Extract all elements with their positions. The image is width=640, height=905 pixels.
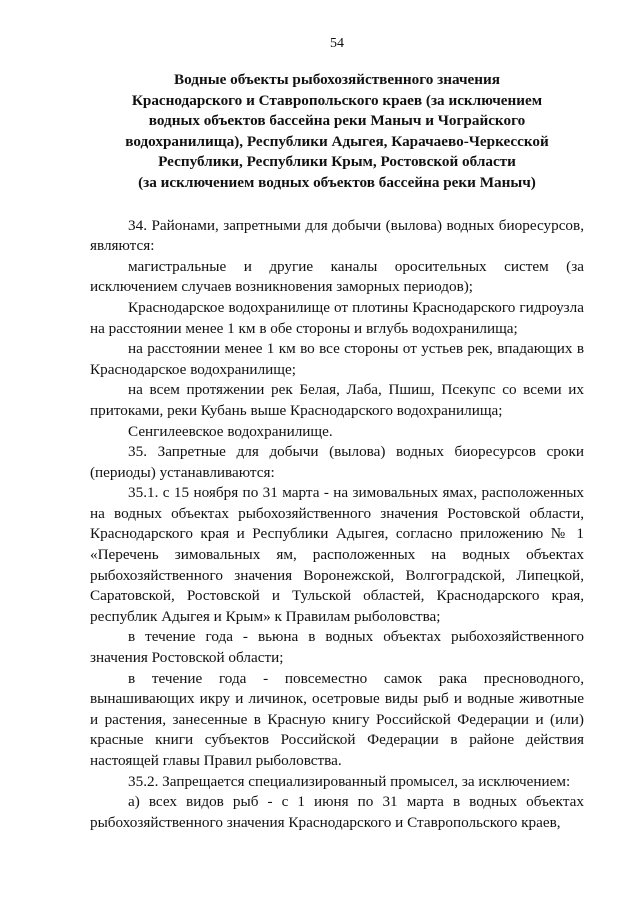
heading-line: (за исключением водных объектов бассейна реки Маныч)	[138, 173, 536, 191]
paragraph-river-mouths: на расстоянии менее 1 км во все стороны от устьев рек, впадающих в Краснодарское водохранилище;	[90, 340, 584, 378]
paragraph-loach: в течение года - вьюна в водных объектах рыбохозяйственного значения Ростовской области;	[90, 628, 584, 667]
paragraph-35-2: 35.2. Запрещается специализированный промысел, за исключением:	[128, 772, 571, 790]
document-body	[90, 216, 584, 834]
paragraph-35-2-a: а) всех видов рыб - с 1 июня по 31 марта в водных объектах рыбохозяйственного значения Краснодарского и Ставропольского краев,	[90, 793, 584, 831]
heading-line: Республики, Республики Крым, Ростовской области	[158, 153, 516, 171]
paragraph-canals: магистральные и другие каналы оросительных систем (за исключением случаев возникновения заморных периодов);	[90, 257, 584, 296]
paragraph-35-1: 35.1. с 15 ноября по 31 марта - на зимовальных ямах, расположенных на водных объектах рыбохозяйственного значения Ростовской области, Краснодарского края и Республики Адыгея, согласно приложению № 1 «Перечень зимовальных ям, расположенных на водных объектах рыбохозяйственного значения Воронежской, Волгоградской, Липецкой, Саратовской, Ростовской и Тульской областей, Краснодарского края, республик Адыгея и Крым» к Правилам рыболовства;	[90, 484, 584, 625]
paragraph-rivers: на всем протяжении рек Белая, Лаба, Пшиш, Псекупс со всеми их притоками, реки Кубань выше Краснодарского водохранилища;	[90, 381, 584, 419]
paragraph-34: 34. Районами, запретными для добычи (вылова) водных биоресурсов, являются:	[90, 216, 584, 255]
heading-line: водохранилища), Республики Адыгея, Карачаево-Черкесской	[125, 132, 549, 150]
heading-line: Краснодарского и Ставропольского краев (за исключением	[131, 91, 543, 109]
heading-line: Водные объекты рыбохозяйственного значения	[174, 71, 500, 88]
section-heading	[90, 70, 584, 194]
paragraph-crayfish: в течение года - повсеместно самок рака пресноводного, вынашивающих икру и личинок, осетровые виды рыб и водные животные и растения, занесенные в Красную книгу Российской Федерации и (или) красные книги субъектов Российской Федерации в районе действия настоящей главы Правил рыболовства.	[90, 669, 584, 769]
heading-line: водных объектов бассейна реки Маныч и Чограйского	[148, 112, 526, 130]
paragraph-krasnodar-reservoir: Краснодарское водохранилище от плотины Краснодарского гидроузла на расстоянии менее 1 км в обе стороны и вглубь водохранилища;	[90, 298, 584, 337]
paragraph-35: 35. Запретные для добычи (вылова) водных биоресурсов сроки (периоды) устанавливаются:	[90, 443, 584, 481]
page-number: 54	[330, 36, 344, 51]
paragraph-sengileevskoe: Сенгилеевское водохранилище.	[128, 422, 333, 440]
